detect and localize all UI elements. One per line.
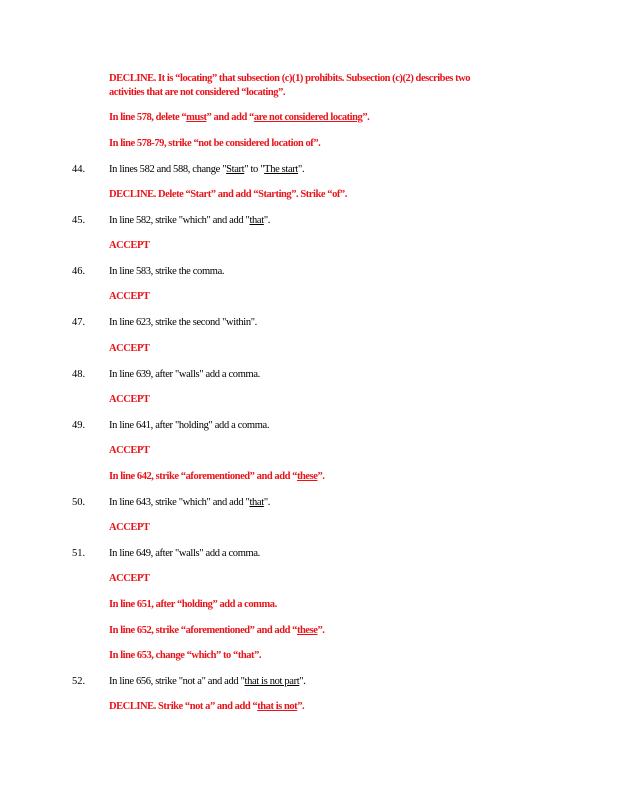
response-49: ACCEPT (109, 445, 150, 456)
decline-note-line1: DECLINE. It is “locating” that subsection (c)(1) prohibits. Subsection (c)(2) describes two (109, 73, 471, 84)
decline-note-line652: In line 652, strike “aforementioned” and add “these”. (109, 625, 325, 636)
request-51: In line 649, after "walls" add a comma. (109, 548, 260, 559)
response-45: ACCEPT (109, 240, 150, 251)
response-52: DECLINE. Strike “not a” and add “that is not”. (109, 701, 305, 712)
decline-note-line651: In line 651, after “holding” add a comma. (109, 599, 277, 610)
response-47: ACCEPT (109, 343, 150, 354)
item-number-47: 47. (72, 317, 86, 328)
request-52: In line 656, strike "not a" and add "that is not part". (109, 676, 306, 687)
item-number-44: 44. (72, 164, 86, 175)
item-number-52: 52. (72, 676, 86, 687)
response-50: ACCEPT (109, 522, 150, 533)
request-44: In lines 582 and 588, change "Start" to "The start". (109, 164, 305, 175)
response-46: ACCEPT (109, 291, 150, 302)
response-48: ACCEPT (109, 394, 150, 405)
request-50: In line 643, strike "which" and add "that". (109, 497, 271, 508)
request-47: In line 623, strike the second "within". (109, 317, 257, 328)
decline-note-line653: In line 653, change “which” to “that”. (109, 650, 262, 661)
response-51: ACCEPT (109, 573, 150, 584)
request-46: In line 583, strike the comma. (109, 266, 225, 277)
item-number-51: 51. (72, 548, 86, 559)
item-number-49: 49. (72, 420, 86, 431)
decline-note-line642: In line 642, strike “aforementioned” and add “these”. (109, 471, 325, 482)
item-number-48: 48. (72, 369, 86, 380)
item-number-45: 45. (72, 215, 86, 226)
request-49: In line 641, after "holding" add a comma. (109, 420, 270, 431)
item-number-46: 46. (72, 266, 86, 277)
request-45: In line 582, strike "which" and add "that". (109, 215, 271, 226)
decline-note-line2: activities that are not considered “locating”. (109, 87, 286, 98)
request-48: In line 639, after "walls" add a comma. (109, 369, 260, 380)
decline-note-line578-79: In line 578-79, strike “not be considered location of”. (109, 138, 321, 149)
item-number-50: 50. (72, 497, 86, 508)
decline-note-line578: In line 578, delete “must” and add “are not considered locating”. (109, 112, 370, 123)
response-44: DECLINE. Delete “Start” and add “Starting”. Strike “of”. (109, 189, 347, 200)
